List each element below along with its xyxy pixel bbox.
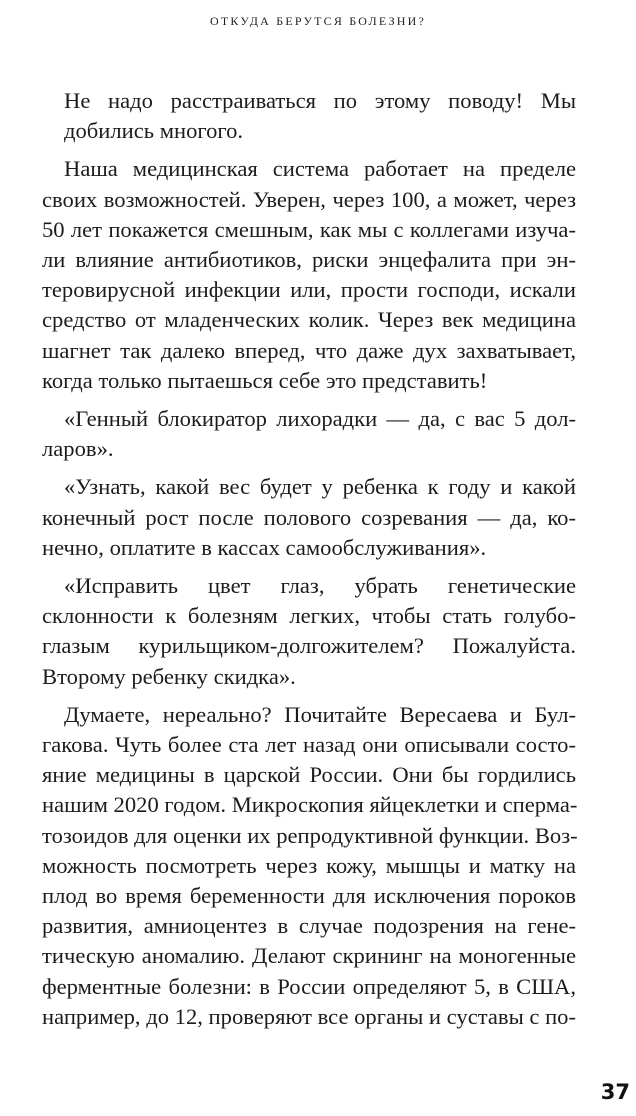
text-line: Не надо расстраиваться по этому поводу! Мы bbox=[64, 88, 576, 113]
text-line: тозоидов для оценки их репродуктивной функции. Воз- bbox=[42, 822, 578, 848]
text-line: «Узнать, какой вес будет у ребенка к году и какой bbox=[64, 474, 576, 500]
text-line: гакова. Чуть более ста лет назад они описывали состо- bbox=[42, 732, 576, 758]
text-line: ферментные болезни: в России определяют 5, в США, bbox=[42, 973, 576, 999]
text-line: нашим 2020 годом. Микроскопия яйцеклетки и сперма- bbox=[42, 792, 578, 818]
text-line: склонности к болезням легких, чтобы стать голубо- bbox=[42, 603, 576, 629]
text-line: Второму ребенку скидка». bbox=[42, 663, 296, 689]
body-text bbox=[42, 86, 576, 1032]
paragraph bbox=[42, 700, 576, 1032]
text-line: глазым курильщиком-долгожителем? Пожалуйста. bbox=[42, 633, 576, 659]
text-line: «Генный блокиратор лихорадки — да, с вас 5 дол- bbox=[64, 406, 576, 432]
text-line: развития, амниоцентез в случае подозрения на генe- bbox=[42, 913, 576, 939]
page-number: 37 bbox=[600, 1080, 630, 1104]
text-line: Думаете, нереально? Почитайте Вересаева и Бул- bbox=[64, 701, 576, 727]
text-line: «Исправить цвет глаз, убрать генетические bbox=[64, 573, 576, 599]
running-header: ОТКУДА БЕРУТСЯ БОЛЕЗНИ? bbox=[209, 14, 427, 28]
paragraph bbox=[42, 404, 576, 464]
text-line: добились многого. bbox=[64, 118, 244, 144]
text-line: ларов». bbox=[42, 436, 114, 462]
text-line: например, до 12, проверяют все органы и суставы с по- bbox=[42, 1003, 576, 1029]
text-line: ли влияние антибиотиков, риски энцефалита при эн- bbox=[42, 247, 576, 273]
paragraph bbox=[42, 571, 576, 692]
text-line: можность посмотреть через кожу, мышцы и матку на bbox=[42, 852, 576, 878]
text-line: Наша медицинская система работает на пределе bbox=[64, 156, 576, 182]
text-line: средство от младенческих колик. Через век медицина bbox=[42, 307, 576, 333]
text-line: тическую аномалию. Делают скрининг на моногенные bbox=[42, 943, 576, 969]
paragraph bbox=[42, 472, 576, 563]
text-line: плод во время беременности для исключения пороков bbox=[42, 883, 576, 909]
text-line: 50 лет покажется смешным, как мы с коллегами изуча- bbox=[42, 216, 576, 242]
text-line: шагнет так далеко вперед, что даже дух захватывает, bbox=[42, 337, 576, 363]
paragraph bbox=[42, 154, 576, 396]
text-line: яние медицины в царской России. Они бы гордились bbox=[42, 762, 576, 788]
paragraph bbox=[42, 86, 576, 146]
text-line: когда только пытаешься себе это представить! bbox=[42, 367, 488, 393]
text-line: своих возможностей. Уверен, через 100, а может, через bbox=[42, 186, 576, 212]
text-line: конечный рост после полового созревания — да, ко- bbox=[42, 504, 576, 530]
text-line: нечно, оплатите в кассах самообслуживания». bbox=[42, 534, 487, 560]
text-line: теровирусной инфекции или, прости господи, искали bbox=[42, 277, 576, 303]
